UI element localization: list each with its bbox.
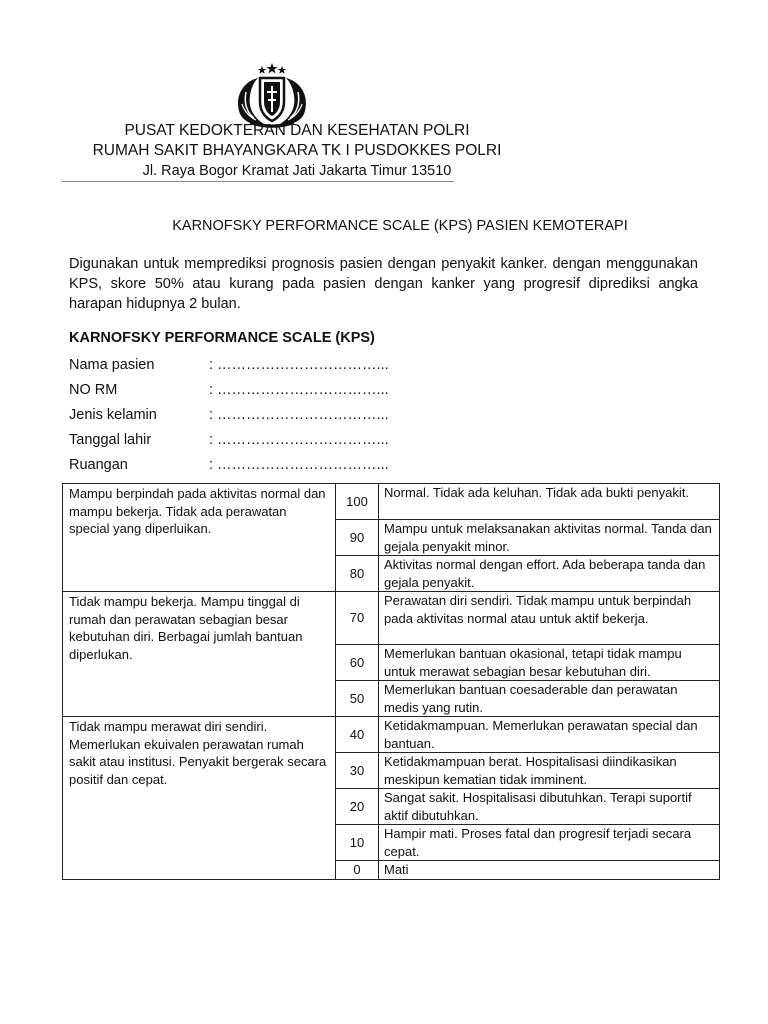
- field-label: Jenis kelamin: [69, 407, 157, 423]
- score-description: Memerlukan bantuan coesaderable dan perawatan medis yang rutin.: [379, 681, 720, 717]
- table-row: [63, 592, 720, 645]
- table-row: [63, 717, 720, 753]
- field-label: Ruangan: [69, 457, 128, 473]
- hospital-name: RUMAH SAKIT BHAYANGKARA TK I PUSDOKKES POLRI: [92, 142, 502, 159]
- score-cell: 70: [336, 592, 379, 645]
- score-description: Mati: [379, 861, 720, 880]
- field-value: : ……………………………...: [209, 457, 389, 473]
- field-value: : ……………………………...: [209, 382, 389, 398]
- field-value: : ……………………………...: [209, 407, 389, 423]
- institution-name: PUSAT KEDOKTERAN DAN KESEHATAN POLRI: [124, 122, 470, 139]
- group-description: Mampu berpindah pada aktivitas normal dan mampu bekerja. Tidak ada perawatan special yang diperluikan.: [63, 484, 336, 592]
- header-divider: [62, 181, 454, 182]
- police-emblem-icon: [232, 62, 312, 128]
- score-cell: 30: [336, 753, 379, 789]
- score-cell: 50: [336, 681, 379, 717]
- field-ruangan: [69, 457, 389, 473]
- field-no-rm: [69, 382, 389, 398]
- kps-table: [62, 483, 720, 880]
- group-description: Tidak mampu bekerja. Mampu tinggal di rumah dan perawatan sebagian besar kebutuhan diri. Berbagai jumlah bantuan diperlukan.: [63, 592, 336, 717]
- score-cell: 40: [336, 717, 379, 753]
- section-title: KARNOFSKY PERFORMANCE SCALE (KPS): [69, 330, 375, 346]
- score-description: Aktivitas normal dengan effort. Ada beberapa tanda dan gejala penyakit.: [379, 556, 720, 592]
- field-value: : ……………………………...: [209, 432, 389, 448]
- field-jenis-kelamin: [69, 407, 389, 423]
- score-cell: 100: [336, 484, 379, 520]
- score-description: Normal. Tidak ada keluhan. Tidak ada bukti penyakit.: [379, 484, 720, 520]
- field-tanggal-lahir: [69, 432, 389, 448]
- score-cell: 10: [336, 825, 379, 861]
- score-description: Ketidakmampuan berat. Hospitalisasi diindikasikan meskipun kematian tidak imminent.: [379, 753, 720, 789]
- score-cell: 20: [336, 789, 379, 825]
- field-label: Tanggal lahir: [69, 432, 152, 448]
- field-label: Nama pasien: [69, 357, 155, 373]
- hospital-address: Jl. Raya Bogor Kramat Jati Jakarta Timur 13510: [142, 163, 452, 179]
- score-description: Perawatan diri sendiri. Tidak mampu untuk berpindah pada aktivitas normal atau untuk aktif bekerja.: [379, 592, 720, 645]
- score-description: Ketidakmampuan. Memerlukan perawatan special dan bantuan.: [379, 717, 720, 753]
- score-cell: 90: [336, 520, 379, 556]
- score-cell: 60: [336, 645, 379, 681]
- field-value: : ……………………………...: [209, 357, 389, 373]
- score-description: Hampir mati. Proses fatal dan progresif terjadi secara cepat.: [379, 825, 720, 861]
- field-label: NO RM: [69, 382, 118, 398]
- document-title: KARNOFSKY PERFORMANCE SCALE (KPS) PASIEN KEMOTERAPI: [172, 218, 628, 234]
- score-description: Memerlukan bantuan okasional, tetapi tidak mampu untuk merawat sebagian besar kebutuhan diri.: [379, 645, 720, 681]
- table-row: [63, 484, 720, 520]
- group-description: Tidak mampu merawat diri sendiri. Memerlukan ekuivalen perawatan rumah sakit atau institusi. Penyakit bergerak secara positif dan cepat.: [63, 717, 336, 880]
- score-description: Sangat sakit. Hospitalisasi dibutuhkan. Terapi suportif aktif dibutuhkan.: [379, 789, 720, 825]
- score-description: Mampu untuk melaksanakan aktivitas normal. Tanda dan gejala penyakit minor.: [379, 520, 720, 556]
- score-cell: 0: [336, 861, 379, 880]
- intro-paragraph: Digunakan untuk memprediksi prognosis pasien dengan penyakit kanker. dengan menggunakan KPS, skore 50% atau kurang pada pasien dengan kanker yang progresif diprediksi angka harapan hidupnya 2 bulan.: [69, 256, 698, 312]
- score-cell: 80: [336, 556, 379, 592]
- field-nama-pasien: [69, 357, 389, 373]
